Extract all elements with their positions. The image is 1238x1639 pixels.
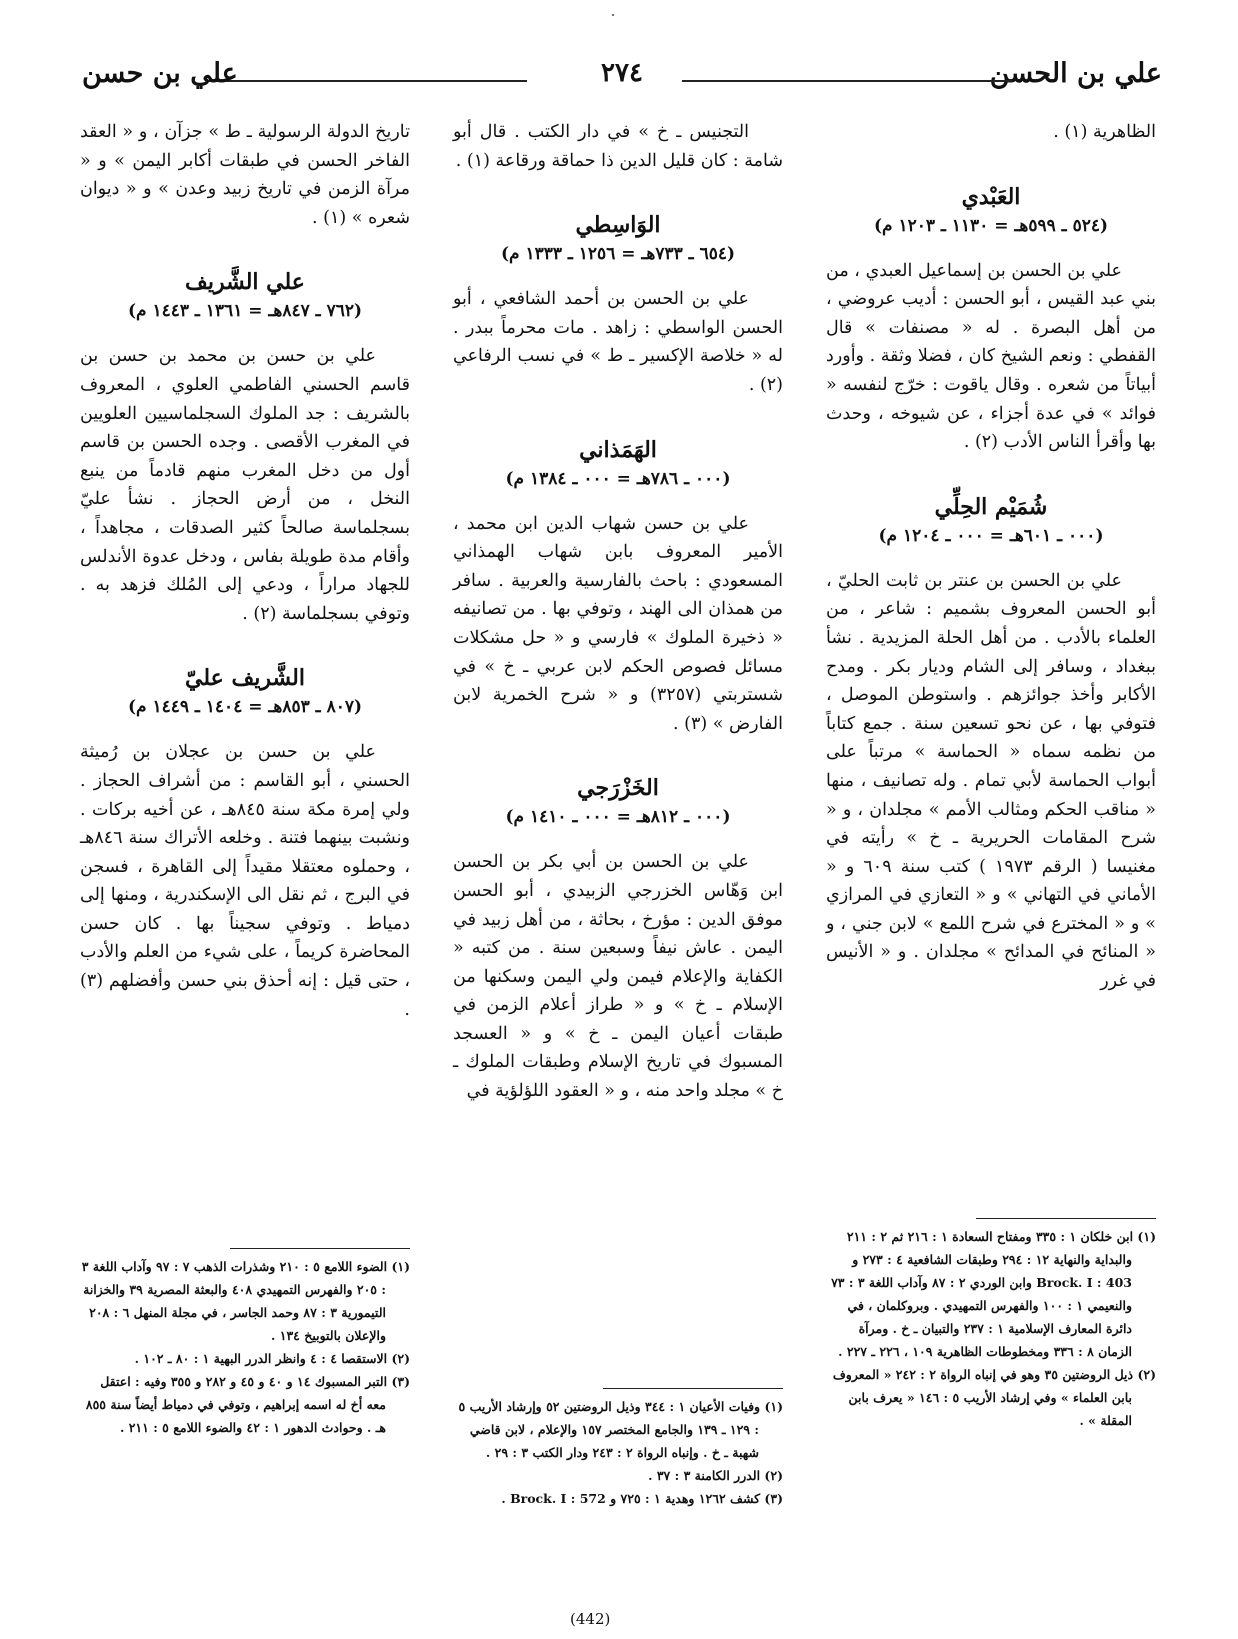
continued-text: تاريخ الدولة الرسولية ـ ط » جزآن ، و « العقد الفاخر الحسن في طبقات أكابر اليمن » و « مرآة الزمن في تاريخ زبيد وعدن » و « ديوان شعره » (١) . [80,122,410,228]
entry-text: علي بن حسن بن محمد بن حسن بن قاسم الحسني الفاطمي العلوي ، المعروف بالشريف : جد الملوك السجلماسيين العلويين في المغرب الأقصى . وجده الحسن بن قاسم أول من دخل المغرب منهم قادماً من ينبع النخل ، من أرض الحجاز . نشأ عليّ بسجلماسة صالحاً كثير الصدقات ، مجاهداً ، وأقام مدة طويلة بفاس ، ودخل عدوة الأندلس للجهاد مراراً ، ودعي إلى المُلك فزهد به . وتوفي بسجلماسة (٢) . [80,346,410,624]
footnote: (٣) التبر المسبوك ١٤ و ٤٠ و ٤٥ و ٢٨٢ و ٣٥٥ وفيه : اعتقل معه أخ له اسمه إبراهيم ، وتوفي في دمياط أيضاً سنة ٨٥٥ هـ . وحوادث الدهور ١ : ٤٢ والضوء اللامع ٥ : ٢١١ . [85,1374,410,1435]
entry-title: الوَاسِطي [575,212,661,239]
footnotes-column-1 [826,1218,1156,1432]
entry-title: الخَزْرَجي [577,775,659,802]
header-rule [682,80,1012,82]
volume-page-reference: (442) [570,1610,611,1628]
entry-title: شُمَيْم الحِلِّي [934,493,1048,520]
running-head-left: علي بن حسن [82,58,238,89]
entry-text: علي بن الحسن بن أبي بكر بن الحسن ابن وَهّاس الخزرجي الزبيدي ، أبو الحسن موفق الدين : مؤرخ ، بحاثة ، من أهل زبيد في اليمن . عاش نيفاً وسبعين سنة . من كتبه « الكفاية والإعلام فيمن ولي اليمن وسكنها من الإسلام ـ خ » و « طراز أعلام الزمن في طبقات أعيان اليمن ـ خ » و « العسجد المسبوك في تاريخ الإسلام وطبقات الملوك ـ خ » مجلد واحد منه ، و « العقود اللؤلؤية في [453,852,783,1102]
footnote: (١) الضوء اللامع ٥ : ٢١٠ وشذرات الذهب ٧ : ٩٧ وآداب اللغة ٣ : ٢٠٥ والفهرس التمهيدي ٤٠٨ والبعثة المصرية ٣٩ والخزانة التيمورية ٣ : ٨٧ وحمد الجاسر ، في مجلة المنهل ٦ : ٢٠٨ والإعلان بالتوبيخ ١٣٤ . [81,1259,410,1343]
header-rule [207,80,527,82]
entry-dates: (٠٠٠ ـ ٧٨٦هـ = ٠٠٠ ـ ١٣٨٤ م) [505,468,731,489]
footnote: (٣) كشف ١٢٦٢ وهدية ١ : ٧٢٥ و Brock. I : 572 . [501,1491,783,1506]
footnotes-column-3 [80,1248,410,1439]
footnote-rule [976,1218,1156,1219]
entry-dates: (٦٥٤ ـ ٧٣٣هـ = ١٢٥٦ ـ ١٣٣٣ م) [500,244,736,265]
footnote: (٢) الاستقصا ٤ : ٤ وانظر الدرر البهية ١ : ٨٠ ـ ١٠٢ . [134,1351,410,1366]
entry-dates: (٠٠٠ ـ ٨١٢هـ = ٠٠٠ ـ ١٤١٠ م) [505,807,731,828]
continued-text: التجنيس ـ خ » في دار الكتب . قال أبو شامة : كان قليل الدين ذا حماقة ورقاعة (١) . [453,122,783,171]
entry-title: العَبْدي [961,183,1021,210]
entry-dates: (٥٢٤ ـ ٥٩٩هـ = ١١٣٠ ـ ١٢٠٣ م) [873,215,1109,236]
column-2 [453,118,783,1106]
page-header [82,58,1162,102]
page-number: ٢٧٤ [589,58,655,88]
entry-dates: (٧٦٢ ـ ٨٤٧هـ = ١٣٦١ ـ ١٤٤٣ م) [127,301,363,322]
entry-text: علي بن الحسن بن إسماعيل العبدي ، من بني عبد القيس ، أبو الحسن : أديب عروضي ، من أهل البصرة . له « مصنفات » قال القفطي : ونعم الشيخ كان ، فضلا وثقة . وأورد أبياتاً من شعره . وقال ياقوت : خرّج لنفسه « فوائد » في عدة أجزاء ، عن شيوخه ، وحدث بها وأقرأ الناس الأدب (٢) . [826,260,1156,453]
entry-dates: (٠٠٠ ـ ٦٠١هـ = ٠٠٠ ـ ١٢٠٤ م) [878,525,1104,546]
column-1 [826,118,1156,996]
footnote: (١) وفيات الأعيان ١ : ٣٤٤ وذيل الروضتين ٥٢ وإرشاد الأريب ٥ : ١٢٩ ـ ١٣٩ والجامع المختصر ١٥٧ والإعلام ، لابن قاضي شهبة ـ خ . وإنباه الرواة ٢ : ٢٤٣ ودار الكتب ٣ : ٢٩ . [458,1399,783,1460]
footnote-rule [230,1248,410,1249]
continued-text: الظاهرية (١) . [1053,122,1156,142]
entry-text: علي بن الحسن بن عنتر بن ثابت الحليّ ، أبو الحسن المعروف بشميم : شاعر ، من العلماء بالأدب . من أهل الحلة المزيدية . نشأ ببغداد ، وسافر إلى الشام وديار بكر . ومدح الأكابر وأخذ جوائزهم . واستوطن الموصل ، فتوفي بها ، عن نحو تسعين سنة . جمع كتاباً من نظمه سماه « الحماسة » مرتباً على أبواب الحماسة لأبي تمام . وله تصانيف ، منها « مناقب الحكم ومثالب الأمم » مجلدان ، و « شرح المقامات الحريرية ـ خ » رأيته في مغنيسا ( الرقم ١٩٧٣ ) كتب سنة ٦٠٩ و « الأماني في التهاني » و « التعازي في المرازي » و « المخترع في شرح اللمع » لابن جني ، و « المنائح في المدائح » مجلدان . و « الأنيس في غرر [826,570,1157,992]
entry-title: الهَمَذاني [579,436,657,463]
footnotes-column-2 [453,1388,783,1510]
entry-title: علي الشَّريف [185,269,305,296]
footnote: (٢) الدرر الكامنة ٣ : ٣٧ . [648,1468,783,1483]
running-head-right: علي بن الحسن [989,58,1162,89]
entry-text: علي بن الحسن بن أحمد الشافعي ، أبو الحسن الواسطي : زاهد . مات محرماً ببدر . له « خلاصة الإكسير ـ ط » في نسب الرفاعي (٢) . [453,289,783,395]
scan-mark [612,14,614,16]
entry-text: علي بن حسن بن عجلان بن رُميثة الحسني ، أبو القاسم : من أشراف الحجاز . ولي إمرة مكة سنة ٨٤٥هـ ، عن أخيه بركات . ونشبت بينهما فتنة . وخلعه الأتراك سنة ٨٤٦هـ ، وحملوه معتقلا مقيداً إلى القاهرة ، فسجن في البرج ، ثم نقل الى الإسكندرية ، ومنها إلى دمياط . وتوفي سجيناً بها . كان حسن المحاضرة كريماً ، على شيء من العلم والأدب ، حتى قيل : إنه أحذق بني حسن وأفضلهم (٣) . [80,742,410,1020]
footnote-rule [603,1388,783,1389]
entry-dates: (٨٠٧ ـ ٨٥٣هـ = ١٤٠٤ ـ ١٤٤٩ م) [127,697,363,718]
entry-text: علي بن حسن شهاب الدين ابن محمد ، الأمير المعروف بابن شهاب الهمذاني المسعودي : باحث بالفارسية والعربية . سافر من همذان الى الهند ، وتوفي بها . من تصانيفه « ذخيرة الملوك » فارسي و « حل مشكلات مسائل فصوص الحكم لابن عربي ـ خ » في شستربتي (٣٢٥٧) و « شرح الخمرية لابن الفارض » (٣) . [453,513,783,734]
footnote: (٢) ذيل الروضتين ٣٥ وهو في إنباه الرواة ٢ : ٢٤٢ « المعروف بابن العلماء » وفي إرشاد الأريب ٥ : ١٤٦ « يعرف بابن المقلة » . [832,1367,1156,1428]
entry-title: الشَّريف عليّ [185,665,305,692]
column-3 [80,118,410,1024]
footnote: (١) ابن خلكان ١ : ٣٣٥ ومفتاح السعادة ١ : ٢١٦ ثم ٢ : ٢١١ والبداية والنهاية ١٢ : ٢٩٤ وطبقات الشافعية ٤ : ٢٧٣ و Brock. I : 403 وابن الوردي ٢ : ٨٧ وآداب اللغة ٣ : ٧٣ والنعيمي ١ : ١٠٠ والفهرس التمهيدي . وبروكلمان ، في دائرة المعارف الإسلامية ١ : ٢٣٧ والتبيان ـ خ . ومرآة الزمان ٨ : ٣٣٦ ومخطوطات الظاهرية ١٠٩ ، ٢٢٦ ـ ٢٢٧ . [831,1229,1156,1359]
